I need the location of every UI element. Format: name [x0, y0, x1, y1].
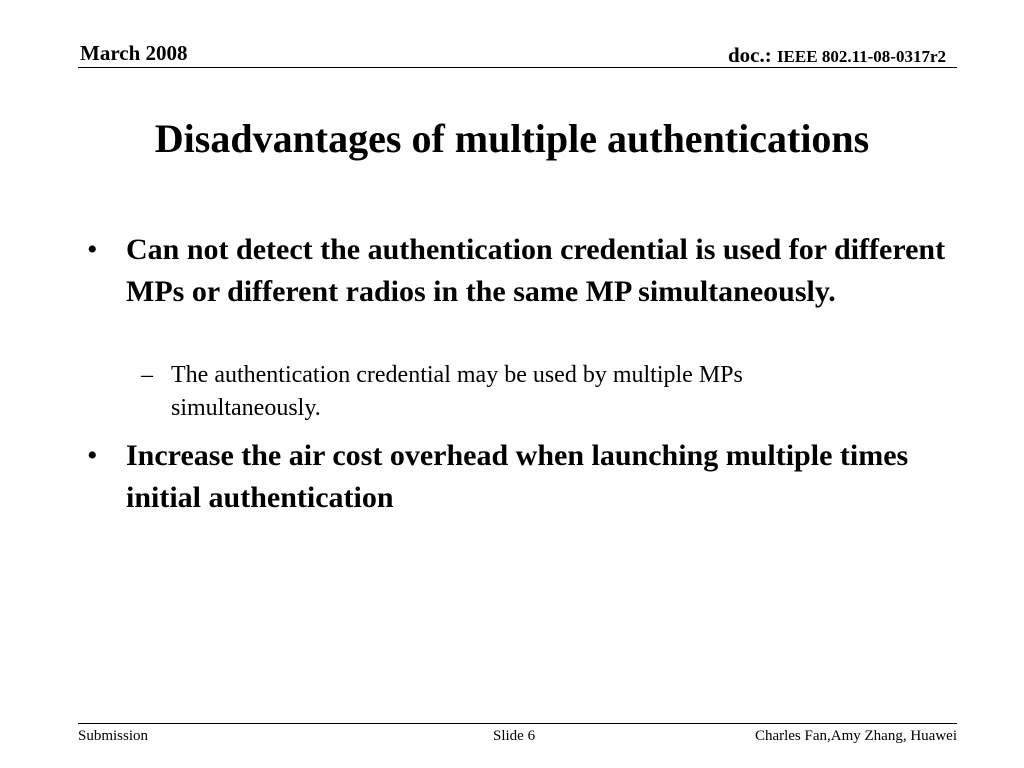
bullet-text: Increase the air cost overhead when launching multiple times initial authentication	[126, 439, 909, 514]
sub-bullet-marker: –	[141, 362, 153, 388]
doc-number: IEEE 802.11-08-0317r2	[776, 47, 946, 66]
sub-bullet-item	[141, 359, 891, 425]
bullet-text: Can not detect the authentication credential is used for different MPs or different radios in the same MP simultaneously.	[126, 233, 946, 308]
sub-bullet-text: The authentication credential may be used by multiple MPs simultaneously.	[171, 362, 743, 421]
footer-submission: Submission	[78, 728, 149, 744]
bullet-marker: •	[87, 439, 98, 472]
bullet-marker: •	[87, 233, 98, 266]
header-date: March 2008	[80, 41, 188, 65]
bullet-item	[87, 435, 946, 519]
slide-title: Disadvantages of multiple authentications	[154, 116, 870, 161]
bullet-item	[87, 229, 946, 313]
footer-authors: Charles Fan,Amy Zhang, Huawei	[754, 728, 957, 744]
doc-label: doc.:	[727, 43, 777, 67]
header-divider	[78, 67, 957, 68]
header-doc-id	[728, 42, 946, 70]
footer-divider	[78, 723, 957, 724]
footer-slide-number: Slide 6	[493, 728, 536, 744]
